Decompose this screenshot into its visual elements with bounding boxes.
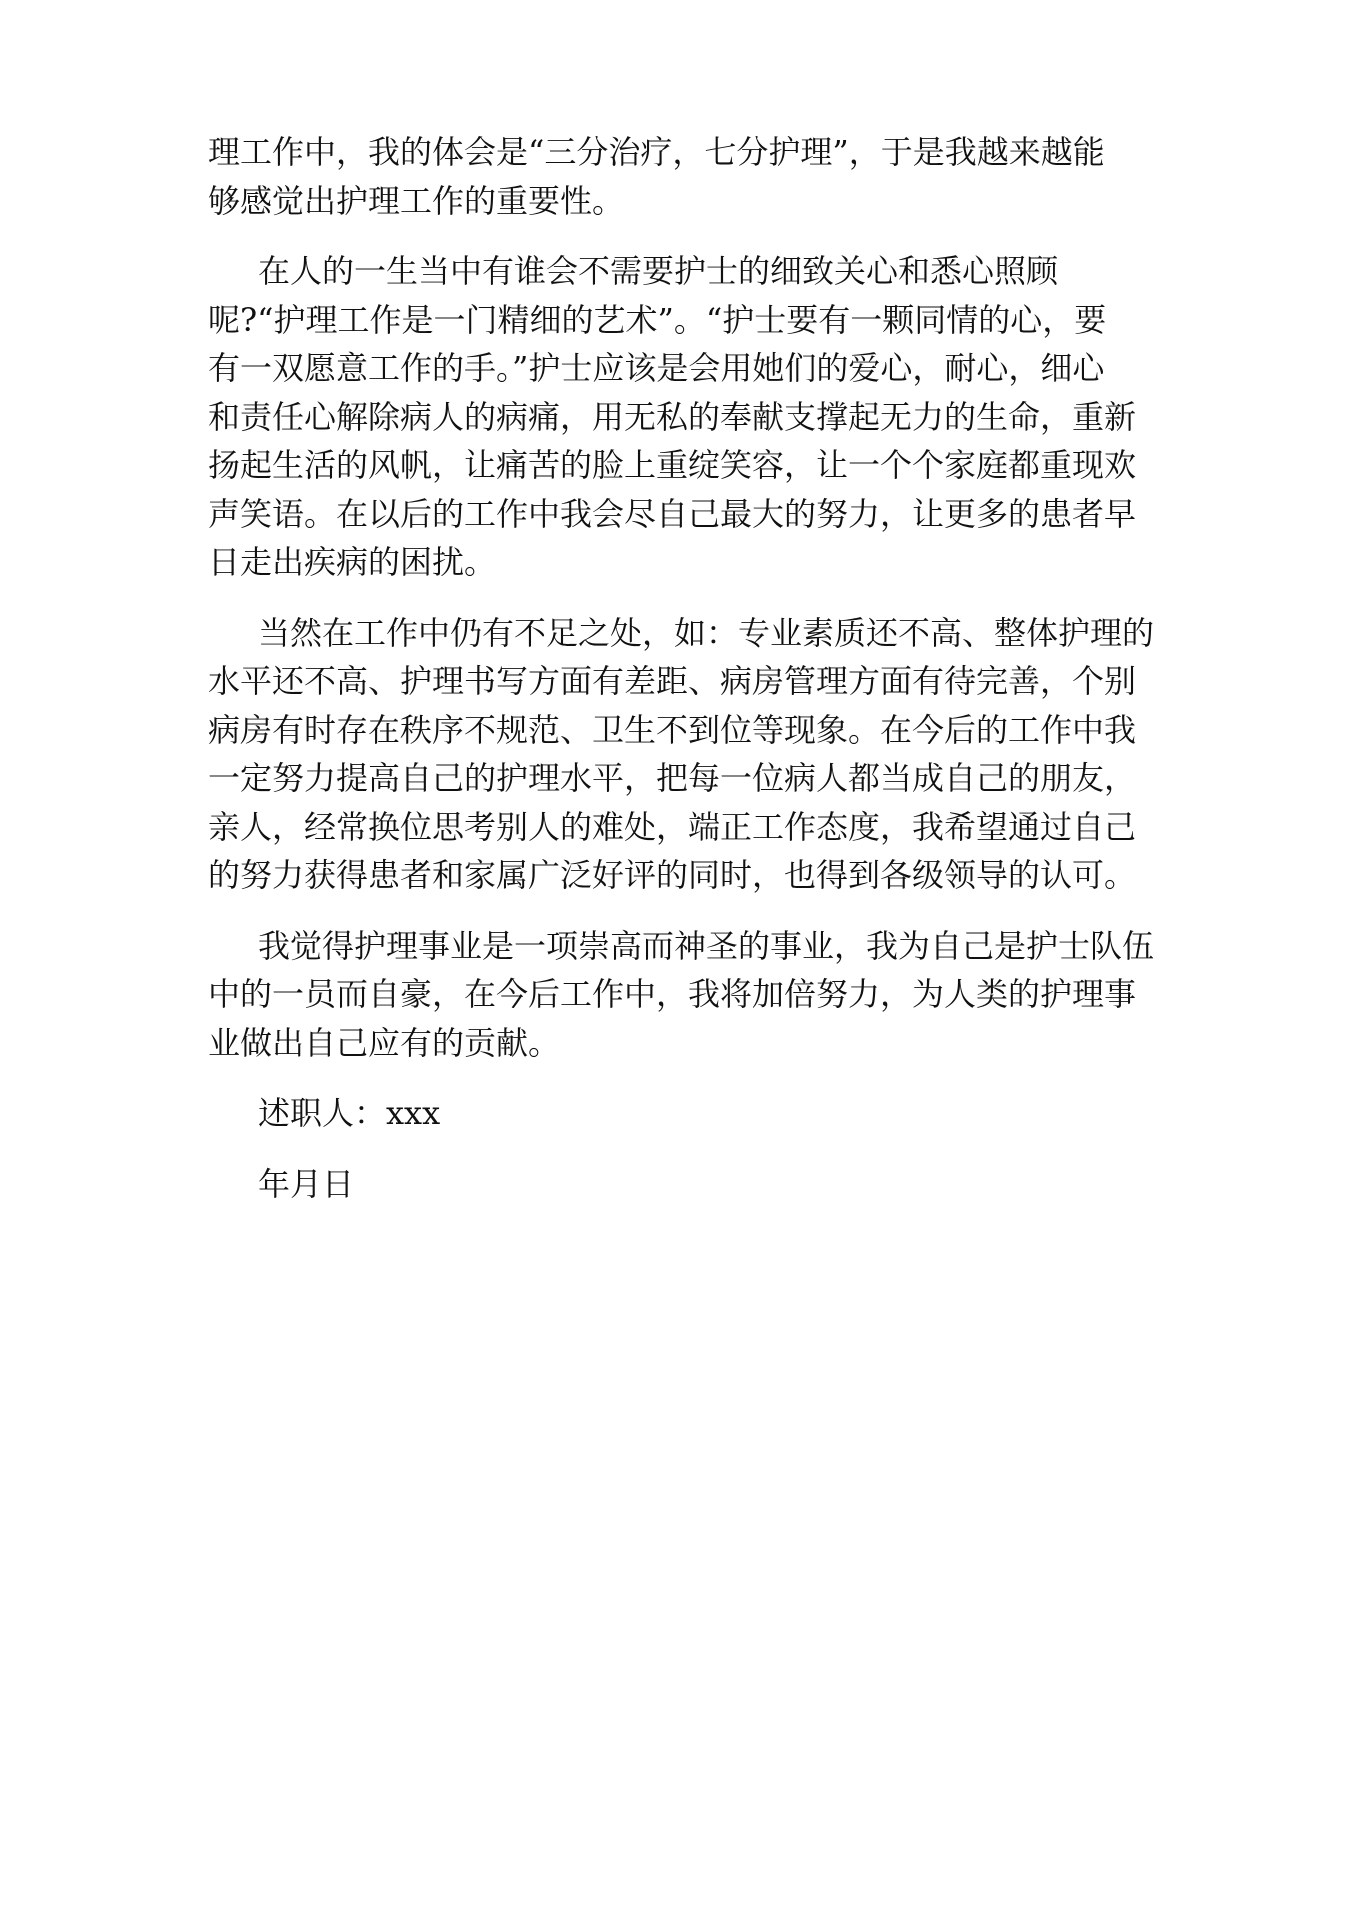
paragraph-line: 声笑语。在以后的工作中我会尽自己最大的努力，让更多的患者早: [208, 494, 1137, 533]
signature-block: [208, 1089, 1168, 1138]
paragraph-line: 呢?“护理工作是一门精细的艺术”。“护士要有一颗同情的心，要: [208, 300, 1107, 339]
paragraph-3: [208, 609, 1168, 900]
paragraph-line: 理工作中，我的体会是“三分治疗，七分护理”，于是我越来越能: [208, 133, 1105, 171]
paragraph-line: 有一双愿意工作的手。”护士应该是会用她们的爱心，耐心，细心: [208, 349, 1105, 387]
paragraph-line: 病房有时存在秩序不规范、卫生不到位等现象。在今后的工作中我: [208, 710, 1137, 749]
paragraph-line: 的努力获得患者和家属广泛好评的同时，也得到各级领导的认可。: [208, 856, 1137, 894]
paragraph-4: [208, 922, 1168, 1068]
paragraph-line: 亲人，经常换位思考别人的难处，端正工作态度，我希望通过自己: [208, 807, 1137, 846]
paragraph-line: 中的一员而自豪，在今后工作中，我将加倍努力，为人类的护理事: [208, 975, 1137, 1013]
paragraph-line: 日走出疾病的困扰。: [208, 543, 497, 581]
document-body: [208, 128, 1168, 1208]
paragraph-2: [208, 247, 1168, 587]
paragraph-line: 一定努力提高自己的护理水平，把每一位病人都当成自己的朋友，: [208, 759, 1137, 797]
date-block: [208, 1160, 1168, 1209]
paragraph-1: [208, 128, 1168, 225]
paragraph-line: 当然在工作中仍有不足之处，如：专业素质还不高、整体护理的: [258, 613, 1155, 652]
signature-line: 述职人：xxx: [258, 1094, 441, 1132]
paragraph-line: 水平还不高、护理书写方面有差距、病房管理方面有待完善，个别: [208, 662, 1137, 700]
paragraph-line: 业做出自己应有的贡献。: [208, 1023, 561, 1062]
paragraph-line: 和责任心解除病人的病痛，用无私的奉献支撑起无力的生命，重新: [208, 397, 1137, 436]
paragraph-line: 我觉得护理事业是一项崇高而神圣的事业，我为自己是护士队伍: [258, 926, 1155, 965]
paragraph-line: 够感觉出护理工作的重要性。: [208, 181, 625, 220]
date-line: 年月日: [258, 1164, 355, 1203]
paragraph-line: 在人的一生当中有谁会不需要护士的细致关心和悉心照顾: [258, 252, 1059, 290]
paragraph-line: 扬起生活的风帆，让痛苦的脸上重绽笑容，让一个个家庭都重现欢: [208, 446, 1137, 484]
